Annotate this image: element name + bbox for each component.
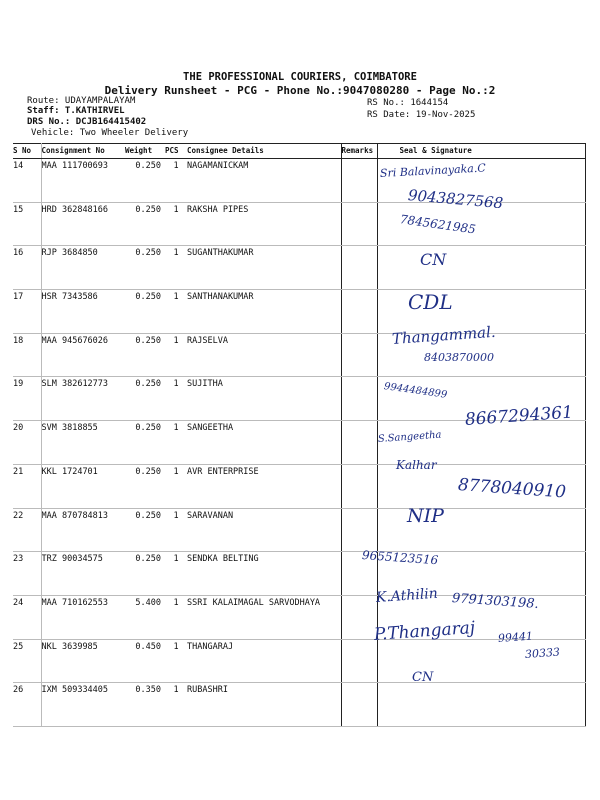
cell-weight: 0.250	[125, 202, 165, 246]
col-weight: Weight	[125, 144, 165, 159]
document-subtitle: Delivery Runsheet - PCG - Phone No.:9047080280 - Page No.:2	[104, 84, 496, 97]
cell-remarks	[341, 202, 377, 246]
col-consignment: Consignment No	[41, 144, 125, 159]
cell-weight: 0.250	[125, 421, 165, 465]
cell-remarks	[341, 552, 377, 596]
cell-consignee: THANGARAJ	[187, 639, 341, 683]
handwritten-note: Kalhar	[396, 458, 437, 472]
handwritten-note: 9944484899	[383, 381, 448, 401]
cell-weight: 5.400	[125, 595, 165, 639]
cell-weight: 0.250	[125, 377, 165, 421]
cell-remarks	[341, 464, 377, 508]
cell-consignment: HRD 362848166	[41, 202, 125, 246]
cell-sno: 15	[13, 202, 41, 246]
col-sno: S No	[13, 144, 41, 159]
cell-remarks	[341, 159, 377, 203]
cell-consignment: SLM 382612773	[41, 377, 125, 421]
cell-weight: 0.250	[125, 246, 165, 290]
cell-remarks	[341, 290, 377, 334]
cell-consignment: IXM 509334405	[41, 683, 125, 727]
cell-sno: 18	[13, 333, 41, 377]
col-signature: Seal & Signature	[377, 144, 585, 159]
cell-pcs: 1	[165, 508, 187, 552]
cell-consignment: HSR 7343586	[41, 290, 125, 334]
cell-consignee: SENDKA BELTING	[187, 552, 341, 596]
cell-signature	[377, 290, 585, 334]
handwritten-note: CN	[412, 670, 434, 685]
cell-signature	[377, 421, 585, 465]
cell-weight: 0.250	[125, 508, 165, 552]
table-row	[13, 552, 585, 596]
cell-consignee: SARAVANAN	[187, 508, 341, 552]
cell-sno: 14	[13, 159, 41, 203]
handwritten-note: CN	[420, 250, 447, 269]
table-header-row	[13, 144, 585, 159]
handwritten-note: 8667294361	[464, 402, 574, 430]
cell-pcs: 1	[165, 639, 187, 683]
cell-signature	[377, 508, 585, 552]
table-row	[13, 508, 585, 552]
cell-remarks	[341, 333, 377, 377]
table-row	[13, 595, 585, 639]
cell-remarks	[341, 683, 377, 727]
table-row	[13, 639, 585, 683]
cell-consignee: AVR ENTERPRISE	[187, 464, 341, 508]
cell-pcs: 1	[165, 464, 187, 508]
cell-signature	[377, 333, 585, 377]
handwritten-note: S.Sangeetha	[377, 429, 442, 445]
handwritten-note: K.Athilin	[375, 585, 439, 606]
cell-consignee: SANTHANAKUMAR	[187, 290, 341, 334]
cell-sno: 25	[13, 639, 41, 683]
cell-weight: 0.250	[125, 333, 165, 377]
cell-consignment: MAA 945676026	[41, 333, 125, 377]
cell-consignee: SANGEETHA	[187, 421, 341, 465]
staff-label: Staff: T.KATHIRVEL	[27, 106, 125, 116]
cell-remarks	[341, 246, 377, 290]
cell-consignee: NAGAMANICKAM	[187, 159, 341, 203]
cell-sno: 24	[13, 595, 41, 639]
cell-pcs: 1	[165, 202, 187, 246]
cell-sno: 22	[13, 508, 41, 552]
cell-remarks	[341, 508, 377, 552]
table-row	[13, 246, 585, 290]
handwritten-note: 9043827568	[407, 186, 504, 213]
col-remarks: Remarks	[341, 144, 377, 159]
cell-weight: 0.250	[125, 159, 165, 203]
cell-sno: 20	[13, 421, 41, 465]
cell-sno: 17	[13, 290, 41, 334]
handwritten-note: Sri Balavinayaka.C	[379, 161, 487, 180]
cell-consignee: SUJITHA	[187, 377, 341, 421]
cell-consignment: MAA 870784813	[41, 508, 125, 552]
cell-pcs: 1	[165, 552, 187, 596]
handwritten-note: Thangammal.	[391, 322, 497, 348]
cell-sno: 23	[13, 552, 41, 596]
rs-number: RS No.: 1644154	[367, 98, 449, 108]
cell-pcs: 1	[165, 246, 187, 290]
cell-pcs: 1	[165, 333, 187, 377]
cell-signature	[377, 595, 585, 639]
cell-consignment: TRZ 90034575	[41, 552, 125, 596]
cell-consignee: RAKSHA PIPES	[187, 202, 341, 246]
cell-signature	[377, 552, 585, 596]
cell-consignment: MAA 111700693	[41, 159, 125, 203]
cell-sno: 21	[13, 464, 41, 508]
table-row	[13, 683, 585, 727]
handwritten-note: 9791303198.	[451, 591, 540, 613]
handwritten-note: 7845621985	[399, 212, 477, 237]
cell-pcs: 1	[165, 377, 187, 421]
cell-consignment: RJP 3684850	[41, 246, 125, 290]
table-row	[13, 159, 585, 203]
cell-signature	[377, 683, 585, 727]
cell-weight: 0.450	[125, 639, 165, 683]
document-title: THE PROFESSIONAL COURIERS, COIMBATORE	[183, 71, 417, 83]
col-consignee: Consignee Details	[187, 144, 341, 159]
cell-remarks	[341, 421, 377, 465]
cell-remarks	[341, 639, 377, 683]
handwritten-note: NIP	[407, 505, 444, 527]
cell-signature	[377, 377, 585, 421]
cell-signature	[377, 639, 585, 683]
cell-consignee: SSRI KALAIMAGAL SARVODHAYA	[187, 595, 341, 639]
handwritten-note: 8403870000	[424, 351, 494, 364]
cell-weight: 0.250	[125, 464, 165, 508]
handwritten-note: P.Thangaraj	[373, 617, 476, 645]
cell-sno: 26	[13, 683, 41, 727]
cell-remarks	[341, 595, 377, 639]
handwritten-note: 8778040910	[457, 475, 567, 503]
cell-consignee: SUGANTHAKUMAR	[187, 246, 341, 290]
cell-sno: 19	[13, 377, 41, 421]
cell-remarks	[341, 377, 377, 421]
cell-signature	[377, 464, 585, 508]
cell-consignment: NKL 3639985	[41, 639, 125, 683]
table-row	[13, 421, 585, 465]
cell-pcs: 1	[165, 290, 187, 334]
cell-consignee: RAJSELVA	[187, 333, 341, 377]
table-row	[13, 202, 585, 246]
table-row	[13, 464, 585, 508]
col-pcs: PCS	[165, 144, 187, 159]
cell-pcs: 1	[165, 683, 187, 727]
cell-signature	[377, 159, 585, 203]
cell-weight: 0.250	[125, 290, 165, 334]
cell-sno: 16	[13, 246, 41, 290]
cell-consignment: MAA 710162553	[41, 595, 125, 639]
cell-pcs: 1	[165, 421, 187, 465]
runsheet-table	[13, 143, 586, 727]
handwritten-note: 30333	[524, 645, 561, 661]
cell-pcs: 1	[165, 595, 187, 639]
cell-signature	[377, 202, 585, 246]
cell-consignment: KKL 1724701	[41, 464, 125, 508]
table-row	[13, 290, 585, 334]
route-label: Route: UDAYAMPALAYAM	[27, 96, 136, 106]
cell-weight: 0.250	[125, 552, 165, 596]
cell-consignment: SVM 3818855	[41, 421, 125, 465]
handwritten-note: 9655123516	[361, 548, 439, 568]
vehicle-label: Vehicle: Two Wheeler Delivery	[31, 128, 189, 138]
rs-date: RS Date: 19-Nov-2025	[367, 110, 476, 120]
drs-number: DRS No.: DCJB164415402	[27, 117, 147, 127]
cell-weight: 0.350	[125, 683, 165, 727]
cell-signature	[377, 246, 585, 290]
cell-consignee: RUBASHRI	[187, 683, 341, 727]
handwritten-note: CDL	[408, 290, 453, 314]
cell-pcs: 1	[165, 159, 187, 203]
table-row	[13, 377, 585, 421]
table-row	[13, 333, 585, 377]
handwritten-note: 99441	[497, 629, 534, 645]
